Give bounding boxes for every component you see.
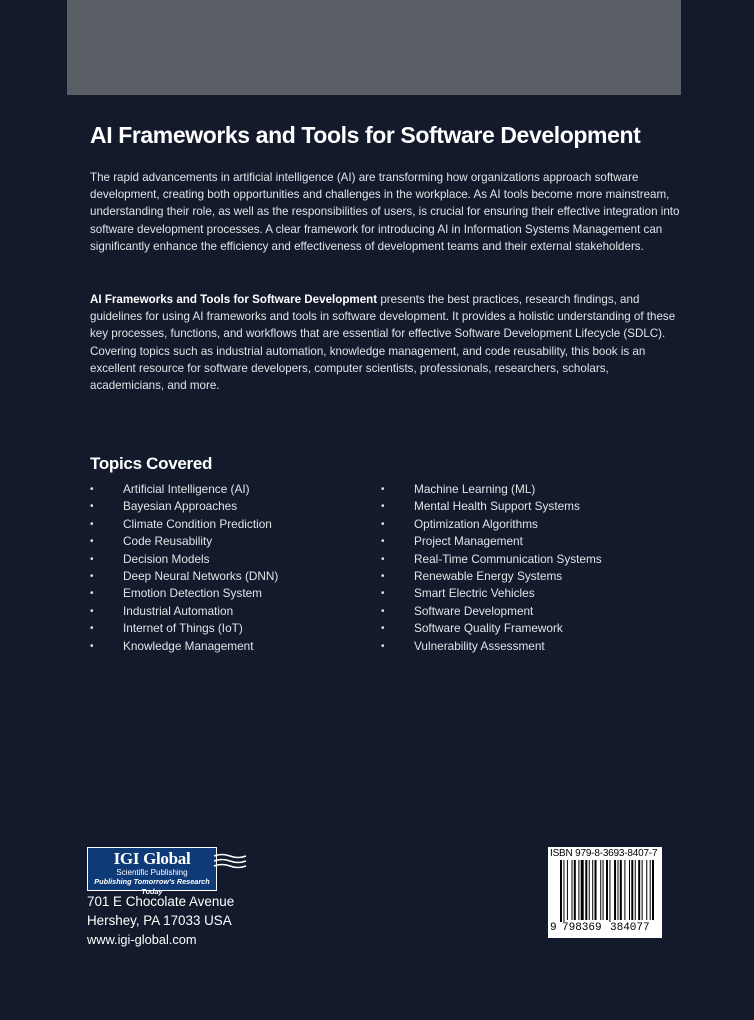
topic-label: Machine Learning (ML) xyxy=(414,482,536,496)
barcode-bar xyxy=(620,860,622,920)
top-color-band xyxy=(67,0,681,95)
barcode-bar xyxy=(652,860,654,920)
topic-item xyxy=(381,638,602,655)
topic-label: Renewable Energy Systems xyxy=(414,569,563,584)
bullet-icon: • xyxy=(90,605,94,617)
topic-item xyxy=(90,516,278,533)
topic-label: Code Reusability xyxy=(123,534,213,549)
topic-item xyxy=(90,481,278,498)
topics-list-left xyxy=(90,481,278,655)
bullet-icon: • xyxy=(90,484,94,495)
barcode-bar xyxy=(614,860,616,920)
barcode-bar xyxy=(585,860,587,920)
topic-item xyxy=(381,498,602,515)
bullet-icon: • xyxy=(90,501,94,513)
bullet-icon: • xyxy=(90,553,94,565)
barcode-bar xyxy=(560,860,562,922)
topic-item xyxy=(381,516,602,533)
topic-item xyxy=(90,551,278,568)
bullet-icon: • xyxy=(381,623,385,635)
barcode-bar xyxy=(635,860,636,920)
barcode-bar xyxy=(624,860,625,920)
bullet-icon: • xyxy=(90,571,94,583)
barcode-bar xyxy=(609,860,610,922)
barcode-bar xyxy=(592,860,593,920)
topic-item xyxy=(381,551,602,568)
topic-item xyxy=(90,620,278,637)
paragraph-2-body: presents the best practices, research findings, and guidelines for using AI frameworks and tools in software development. It provides a holistic understanding of these key processes, functions, and workflows that are essential for effective Software Development Lifecycle (SDLC). Covering topics such as industrial automation, knowledge management, and code reusability, this book is an excellent resource for software developers, computer scientists, professionals, researchers, scholars, academicians, and more. xyxy=(90,293,676,393)
barcode-bar xyxy=(618,860,619,920)
bullet-icon: • xyxy=(381,484,385,495)
description-paragraph-2 xyxy=(90,291,680,394)
barcode-bar xyxy=(631,860,633,920)
topic-item xyxy=(90,533,278,550)
topic-label: Software Quality Framework xyxy=(414,621,563,636)
logo-subtitle: Scientific Publishing xyxy=(116,868,188,877)
bullet-icon: • xyxy=(381,553,385,565)
topic-label: Optimization Algorithms xyxy=(414,516,538,531)
topic-item xyxy=(381,585,602,602)
barcode-bar xyxy=(642,860,643,920)
bullet-icon: • xyxy=(90,588,94,600)
topic-label: Internet of Things (IoT) xyxy=(123,621,243,636)
bullet-icon: • xyxy=(381,536,385,548)
topic-item xyxy=(90,638,278,655)
logo-brand: IGI Global xyxy=(113,849,191,868)
barcode-digit-lead: 9 xyxy=(550,922,557,934)
isbn-label: ISBN 979-8-3693-8407-7 xyxy=(550,848,658,859)
topic-label: Project Management xyxy=(414,534,523,549)
topic-label: Real-Time Communication Systems xyxy=(414,551,602,566)
barcode-bar xyxy=(574,860,576,920)
topic-item xyxy=(90,498,278,515)
barcode-digit-group-2: 384077 xyxy=(610,922,650,934)
bullet-icon: • xyxy=(381,588,385,600)
topic-item xyxy=(381,533,602,550)
barcode-bar xyxy=(595,860,597,920)
isbn-barcode xyxy=(548,847,662,938)
barcode-bar xyxy=(572,860,573,920)
topic-label: Emotion Detection System xyxy=(123,586,262,601)
barcode-bar xyxy=(646,860,647,920)
topic-label: Climate Condition Prediction xyxy=(123,516,272,531)
topic-item xyxy=(381,603,602,620)
topic-item xyxy=(90,603,278,620)
barcode-bar xyxy=(581,860,584,920)
address-city: Hershey, PA 17033 USA xyxy=(87,913,232,928)
logo-tagline: Publishing Tomorrow's Research Today xyxy=(94,877,210,896)
topic-item xyxy=(381,620,602,637)
topic-label: Mental Health Support Systems xyxy=(414,499,580,514)
barcode-bar xyxy=(578,860,579,920)
barcode-bar xyxy=(606,860,608,920)
logo-waves-icon xyxy=(214,852,248,874)
topic-item xyxy=(90,585,278,602)
barcode-bar xyxy=(563,860,564,922)
topic-label: Artificial Intelligence (AI) xyxy=(123,482,250,496)
barcode-bar xyxy=(650,860,651,920)
bullet-icon: • xyxy=(90,518,94,530)
barcode-bar xyxy=(629,860,630,920)
barcode-bar xyxy=(638,860,640,920)
bullet-icon: • xyxy=(381,605,385,617)
topic-label: Decision Models xyxy=(123,551,210,566)
bullet-icon: • xyxy=(90,640,94,652)
book-title: AI Frameworks and Tools for Software Development xyxy=(90,122,641,148)
publisher-website: www.igi-global.com xyxy=(87,932,197,947)
topic-label: Knowledge Management xyxy=(123,638,254,653)
topics-heading: Topics Covered xyxy=(90,454,213,473)
bullet-icon: • xyxy=(90,623,94,635)
bullet-icon: • xyxy=(90,536,94,548)
barcode-bar xyxy=(589,860,590,920)
topics-list-right xyxy=(381,481,602,655)
topic-label: Deep Neural Networks (DNN) xyxy=(123,569,279,584)
publisher-logo xyxy=(87,847,217,896)
bullet-icon: • xyxy=(381,571,385,583)
topic-item xyxy=(381,481,602,498)
barcode-bar xyxy=(600,860,601,920)
topic-label: Software Development xyxy=(414,603,534,618)
bullet-icon: • xyxy=(381,518,385,530)
bullet-icon: • xyxy=(381,501,385,513)
address-street: 701 E Chocolate Avenue xyxy=(87,894,235,909)
book-title-inline: AI Frameworks and Tools for Software Development xyxy=(90,293,378,306)
topic-label: Smart Electric Vehicles xyxy=(414,586,535,601)
topic-item xyxy=(90,568,278,585)
barcode-bars xyxy=(548,860,662,922)
barcode-bar xyxy=(567,860,568,920)
bullet-icon: • xyxy=(381,640,385,652)
barcode-bar xyxy=(603,860,604,920)
topic-label: Industrial Automation xyxy=(123,603,234,618)
topic-item xyxy=(381,568,602,585)
barcode-digit-group-1: 798369 xyxy=(562,922,602,934)
description-paragraph-1: The rapid advancements in artificial intelligence (AI) are transforming how organizations approach software development, creating both opportunities and challenges in the workplace. As AI tools become more mainstream, understanding their role, as well as the responsibilities of users, is crucial for ensuring their effective integration into software development processes. A clear framework for introducing AI in Information Systems Management can significantly enhance the efficiency and effectiveness of development teams and their external stakeholders. xyxy=(90,171,680,253)
topic-label: Bayesian Approaches xyxy=(123,499,238,514)
topic-label: Vulnerability Assessment xyxy=(414,638,545,653)
